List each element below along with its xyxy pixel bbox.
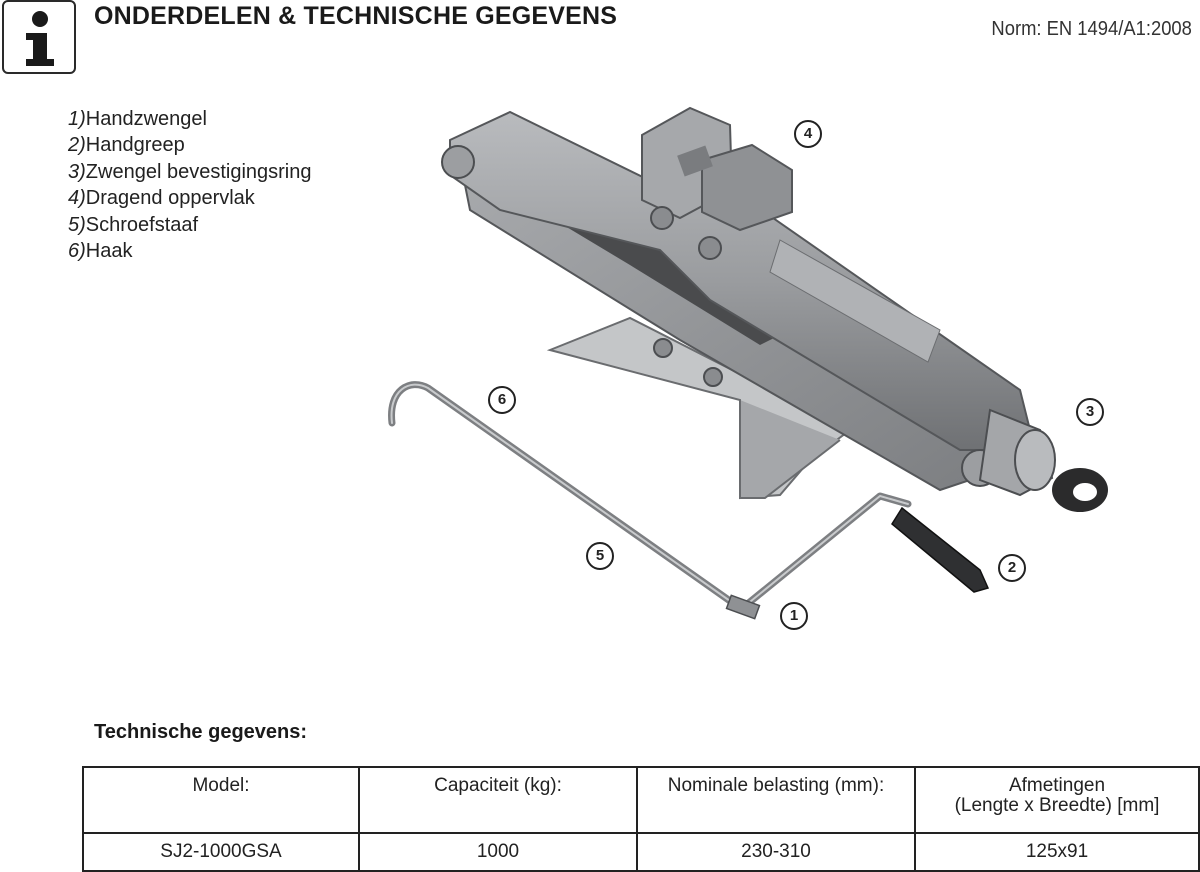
part-label: Handgreep	[85, 134, 185, 157]
scissor-jack-illustration	[380, 100, 1140, 660]
column-header-dimensions	[915, 767, 1199, 833]
list-item	[68, 185, 311, 211]
part-label: Handzwengel	[85, 108, 207, 130]
part-label: Dragend oppervlak	[85, 187, 255, 210]
scissor-jack-figure	[380, 100, 1140, 660]
column-header-model: Model:	[83, 767, 359, 833]
list-item	[68, 212, 311, 238]
part-number: 3)	[68, 160, 86, 183]
parts-list	[68, 106, 311, 264]
cell-capacity: 1000	[359, 833, 637, 871]
callout-5: 5	[586, 542, 614, 570]
part-number: 5)	[68, 213, 86, 236]
part-label: Haak	[85, 240, 133, 263]
callout-6: 6	[488, 386, 516, 414]
callout-1: 1	[780, 602, 808, 630]
callout-3: 3	[1076, 398, 1104, 426]
list-item	[68, 132, 311, 158]
list-item	[68, 159, 311, 185]
table-row	[83, 833, 1199, 871]
dimensions-unit-label: (Lengte x Breedte) [mm]	[954, 795, 1160, 816]
part-label: Schroefstaaf	[85, 213, 199, 236]
part-number: 1)	[68, 108, 86, 130]
norm-label: Norm: EN 1494/A1:2008	[991, 18, 1192, 40]
callout-2: 2	[998, 554, 1026, 582]
column-header-nominal-load: Nominale belasting (mm):	[637, 767, 915, 833]
screw-rod-hook	[392, 385, 740, 608]
info-icon	[2, 0, 76, 74]
part-number: 2)	[68, 134, 86, 157]
specs-table	[82, 766, 1200, 872]
callout-4: 4	[794, 120, 822, 148]
page-title: ONDERDELEN & TECHNISCHE GEGEVENS	[94, 2, 618, 30]
part-number: 6)	[68, 240, 86, 263]
list-item	[68, 238, 311, 264]
dimensions-label: Afmetingen	[1008, 775, 1106, 796]
crank-grip	[892, 508, 988, 592]
hand-crank	[740, 496, 908, 610]
cell-nominal-load: 230-310	[637, 833, 915, 871]
part-number: 4)	[68, 187, 86, 210]
table-header-row	[83, 767, 1199, 833]
cell-dimensions: 125x91	[915, 833, 1199, 871]
part-label: Zwengel bevestigingsring	[85, 160, 312, 183]
list-item	[68, 106, 311, 132]
column-header-capacity: Capaciteit (kg):	[359, 767, 637, 833]
specs-heading: Technische gegevens:	[94, 721, 308, 743]
cell-model: SJ2-1000GSA	[83, 833, 359, 871]
